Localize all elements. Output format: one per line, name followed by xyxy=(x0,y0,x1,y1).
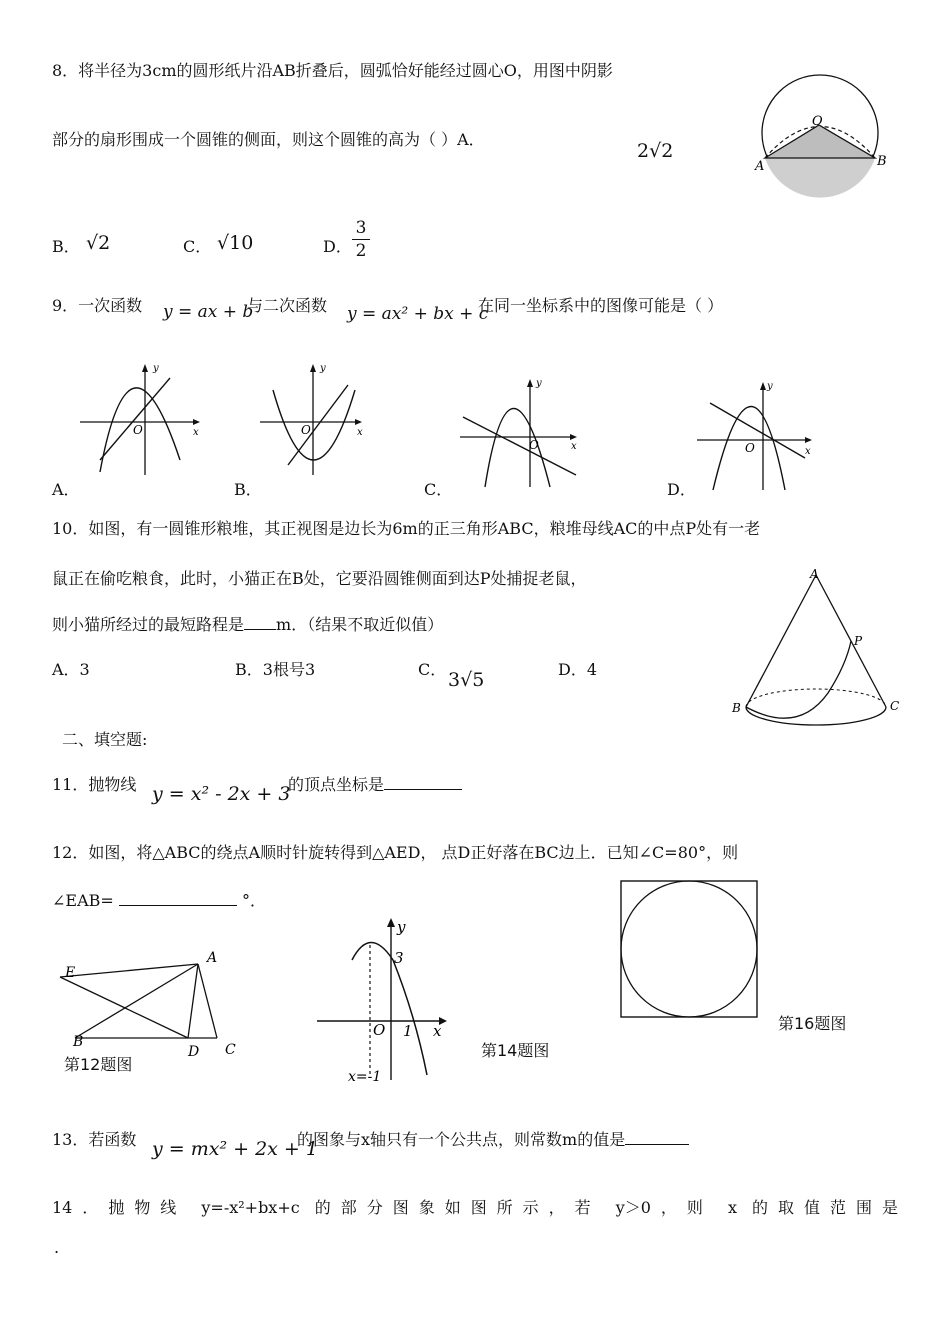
q9-option-d: D． xyxy=(667,480,696,499)
q12-label-a: A xyxy=(207,950,218,966)
q10-cone-figure xyxy=(728,565,908,750)
q9-option-a: A． xyxy=(52,480,80,499)
q11-formula: y = x² - 2x + 3 xyxy=(152,783,291,805)
q13-suffix xyxy=(297,1127,689,1150)
q9b-y: y xyxy=(320,363,326,374)
q12-line2-a: ∠EAB= xyxy=(52,891,114,910)
q8-label-a: A xyxy=(755,159,765,174)
q8-option-c: √10 xyxy=(217,232,254,254)
q9-formula-linear: y = ax + b xyxy=(163,302,254,322)
q14-label-x: x xyxy=(433,1022,442,1040)
q10-line3-b: m．（结果不取近似值） xyxy=(276,615,444,634)
q9b-x: x xyxy=(357,427,363,438)
q13-prefix: 13．若函数 xyxy=(52,1130,137,1149)
section-title-fill-blank: 二、填空题: xyxy=(62,730,148,749)
q10-answer-blank[interactable] xyxy=(244,615,276,630)
q14-tail: . xyxy=(54,1238,60,1257)
q14-label-1: 1 xyxy=(403,1022,413,1040)
q10-label-b: B xyxy=(732,701,741,715)
q9-option-c: C． xyxy=(424,480,453,499)
q13-formula: y = mx² + 2x + 1 xyxy=(152,1138,318,1160)
q9d-y: y xyxy=(767,381,773,392)
q14-text: 14．抛物线 y=-x²+bx+c 的部分图象如图所示，若 y＞0，则 x 的取值范围是 xyxy=(52,1198,898,1217)
q16-caption: 第16题图 xyxy=(778,1014,847,1033)
q12-label-d: D xyxy=(188,1044,200,1060)
q9a-x: x xyxy=(193,427,199,438)
q12-label-c: C xyxy=(225,1042,236,1058)
q9-prefix: 9．一次函数 xyxy=(52,296,143,315)
q12-triangle-figure xyxy=(55,950,255,1065)
q8-option-c-label: C． xyxy=(183,237,212,256)
q11-suffix-text: 的顶点坐标是 xyxy=(288,775,385,794)
q13-answer-blank[interactable] xyxy=(625,1130,689,1145)
q10-option-a: A．3 xyxy=(52,660,90,679)
q10-line1: 10．如图，有一圆锥形粮堆，其正视图是边长为6m的正三角形ABC，粮堆母线AC的中点P处有一老 xyxy=(52,519,761,538)
q12-line2-b: °． xyxy=(242,891,267,910)
q10-line3-a: 则小猫所经过的最短路程是 xyxy=(52,615,245,634)
q8-option-d-numerator: 3 xyxy=(355,218,367,238)
q11-answer-blank[interactable] xyxy=(384,775,462,790)
q8-option-d-fraction xyxy=(352,218,370,261)
q14-caption: 第14题图 xyxy=(481,1041,550,1060)
q10-line3 xyxy=(52,612,443,635)
q8-label-o: O xyxy=(812,114,823,129)
q8-label-b: B xyxy=(877,154,887,169)
q9c-y: y xyxy=(536,378,542,389)
q10-option-c-label: C． xyxy=(418,660,447,679)
q8-option-a: 2√2 xyxy=(637,140,674,162)
q14-label-3: 3 xyxy=(394,949,404,967)
q8-line2: 部分的扇形围成一个圆锥的侧面，则这个圆锥的高为（ ）A． xyxy=(52,130,485,149)
q10-label-c: C xyxy=(890,699,900,713)
q9-mid: 与二次函数 xyxy=(247,296,328,315)
q9-option-b: B． xyxy=(234,480,262,499)
q9a-o: O xyxy=(133,423,143,437)
q10-option-c: 3√5 xyxy=(448,669,485,691)
q12-line2 xyxy=(52,888,266,911)
q14-label-y: y xyxy=(397,918,406,936)
q9d-x: x xyxy=(805,446,811,457)
q9c-x: x xyxy=(571,441,577,452)
q14-parabola-figure xyxy=(315,915,460,1085)
q11-suffix xyxy=(288,772,462,795)
q8-option-d-denominator: 2 xyxy=(355,241,367,261)
q10-option-d: D．4 xyxy=(558,660,598,679)
q13-suffix-text: 的图象与x轴只有一个公共点，则常数m的值是 xyxy=(297,1130,626,1149)
q10-option-b: B．3根号3 xyxy=(235,660,316,679)
q8-line1: 8．将半径为3cm的圆形纸片沿AB折叠后，圆弧恰好能经过圆心O，用图中阴影 xyxy=(52,61,613,80)
q9-graph-b xyxy=(258,360,368,480)
q9-suffix: 在同一坐标系中的图像可能是（ ） xyxy=(478,296,724,315)
q14-label-o: O xyxy=(373,1021,386,1039)
q14-label-xline: x=-1 xyxy=(348,1069,382,1085)
q9-graph-c xyxy=(458,375,583,490)
q9-graph-d xyxy=(695,378,820,493)
q9a-y: y xyxy=(153,363,159,374)
q9c-o: O xyxy=(529,438,539,452)
q12-label-e: E xyxy=(65,965,76,981)
q9-formula-quadratic: y = ax² + bx + c xyxy=(347,304,489,324)
q12-caption: 第12题图 xyxy=(64,1055,133,1074)
q9b-o: O xyxy=(301,423,311,437)
q10-line2: 鼠正在偷吃粮食，此时，小猫正在B处，它要沿圆锥侧面到达P处捕捉老鼠， xyxy=(52,569,587,588)
q10-label-a: A xyxy=(810,567,819,581)
q9d-o: O xyxy=(745,441,755,455)
q10-label-p: P xyxy=(854,634,863,648)
q12-line1: 12．如图，将△ABC的绕点A顺时针旋转得到△AED， 点D正好落在BC边上．已知∠C=80°，则 xyxy=(52,843,739,862)
q9-graph-a xyxy=(75,360,205,480)
q8-option-d-label: D． xyxy=(323,237,352,256)
q8-option-b: √2 xyxy=(86,232,111,254)
q8-option-b-label: B． xyxy=(52,237,80,256)
q12-label-b: B xyxy=(73,1034,84,1050)
q16-square-circle-figure xyxy=(620,880,760,1020)
q12-answer-blank[interactable] xyxy=(119,891,237,906)
q11-prefix: 11．抛物线 xyxy=(52,775,137,794)
q8-circle-figure xyxy=(755,75,895,200)
